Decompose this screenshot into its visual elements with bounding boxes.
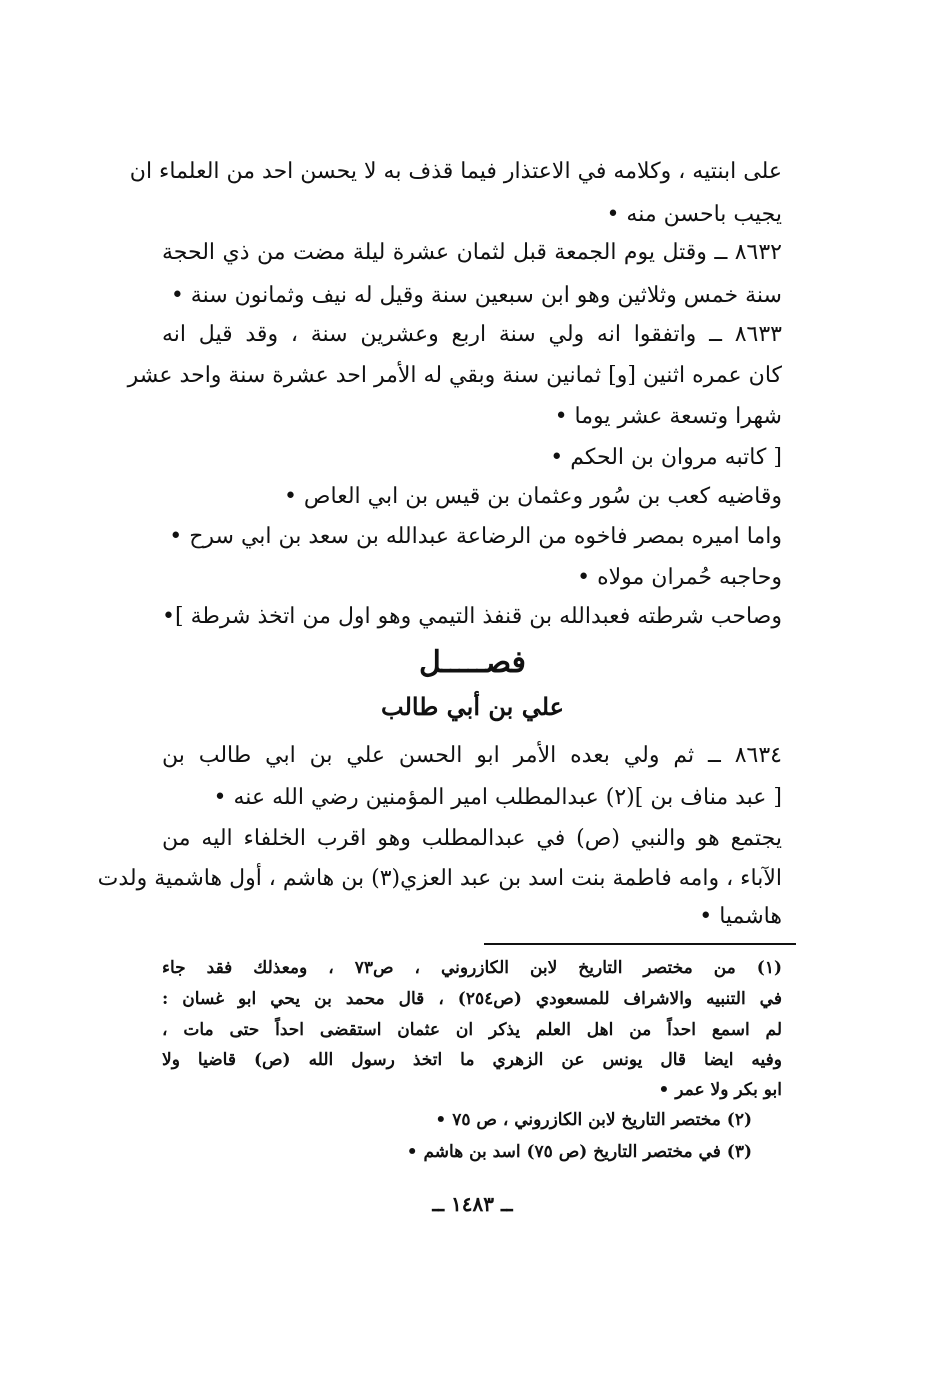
footnote-line-3: لم اسمع احداً من اهل العلم يذكر ان عثمان استقضى احداً حتى مات ، <box>162 1020 782 1040</box>
page-number: ــ ١٤٨٣ ــ <box>432 1192 513 1216</box>
footnote-line-2: في التنبيه والاشراف للمسعودي (ص٢٥٤) ، قال محمد بن يحي ابو غسان : <box>162 989 782 1009</box>
section-heading: فصـــــل <box>418 645 527 680</box>
body2-line-3: يجتمع هو والنبي (ص) في عبدالمطلب وهو اقرب الخلفاء اليه من <box>162 826 782 851</box>
body-line-4: سنة خمس وثلاثين وهو ابن سبعين سنة وقيل له نيف وثمانون سنة • <box>170 283 782 308</box>
body2-line-1: ٨٦٣٤ ــ ثم ولي بعده الأمر ابو الحسن علي بن ابي طالب بن <box>162 743 782 768</box>
body2-line-5: هاشميا • <box>699 904 782 929</box>
footnote-line-4: وفيه ايضا قال يونس عن الزهري ما اتخذ رسول الله (ص) قاضيا ولا <box>162 1050 782 1070</box>
footnote-line-6: (٢) مختصر التاريخ لابن الكازروني ، ص ٧٥ • <box>435 1110 752 1130</box>
body-line-2: يجيب باحسن منه • <box>606 202 782 227</box>
footnote-line-7: (٣) في مختصر التاريخ (ص ٧٥) اسد بن هاشم • <box>406 1142 752 1162</box>
body-line-1: على ابنتيه ، وكلامه في الاعتذار فيما قذف به لا يحسن احد من العلماء ان <box>129 159 782 184</box>
body-line-5: ٨٦٣٣ ــ واتفقوا انه ولي سنة اربع وعشرين سنة ، وقد قيل انه <box>162 322 782 347</box>
body-line-9: وقاضيه كعب بن سُور وعثمان بن قيس بن ابي العاص • <box>283 484 782 509</box>
footnote-line-1: (١) من مختصر التاريخ لابن الكازروني ، ص٧٣ ، ومعذلك فقد جاء <box>162 958 782 978</box>
body-line-12: وصاحب شرطته فعبدالله بن قنفذ التيمي وهو اول من اتخذ شرطة ]• <box>162 604 782 629</box>
body-line-10: واما اميره بمصر فاخوه من الرضاعة عبدالله بن سعد بن ابي سرح • <box>169 524 782 549</box>
body-line-3: ٨٦٣٢ ــ وقتل يوم الجمعة قبل لثمان عشرة ليلة مضت من ذي الحجة <box>162 240 782 265</box>
body-line-8: [ كاتبه مروان بن الحكم • <box>550 445 782 470</box>
body2-line-4: الآباء ، وامه فاطمة بنت اسد بن عبد العزي(٣) بن هاشم ، أول هاشمية ولدت <box>97 866 782 891</box>
footnote-line-5: ابو بكر ولا عمر • <box>658 1080 782 1100</box>
section-subheading: علي بن أبي طالب <box>381 692 564 721</box>
body-line-6: كان عمره اثنين [و] ثمانين سنة وبقي له الأمر احد عشرة سنة واحد عشر <box>127 363 782 388</box>
footnote-rule <box>484 943 796 945</box>
body-line-7: شهرا وتسعة عشر يوما • <box>554 404 782 429</box>
body-line-11: وحاجبه حُمران مولاه • <box>577 565 782 590</box>
body2-line-2: [ عبد مناف بن ](٢) عبدالمطلب امير المؤمنين رضي الله عنه • <box>213 785 782 810</box>
